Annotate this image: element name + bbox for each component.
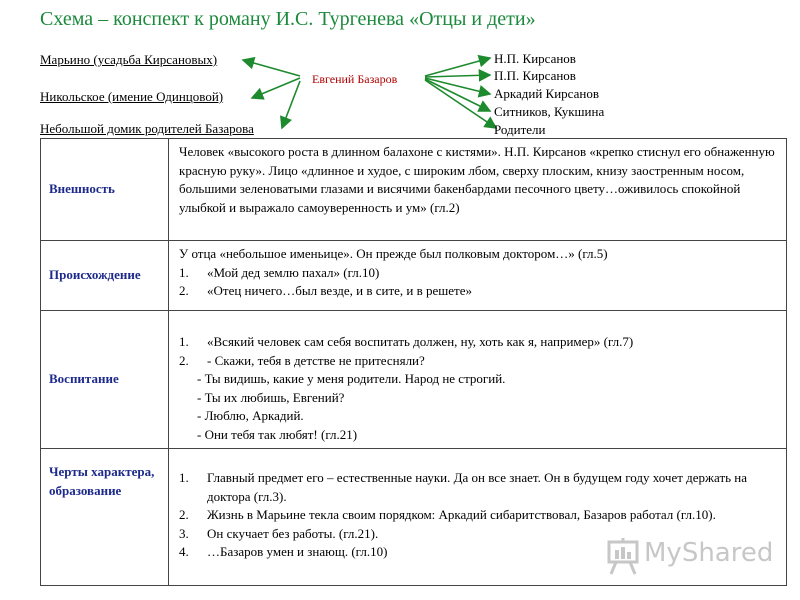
list-text: «Мой дед землю пахал» (гл.10) (207, 264, 380, 280)
person-label-sitnikov-kukshina: Ситников, Кукшина (494, 104, 605, 119)
person-label-np-kirsanov: Н.П. Кирсанов (494, 51, 576, 66)
place-label-parents-house: Небольшой домик родителей Базарова (40, 121, 254, 136)
list-number: 2. (179, 352, 189, 368)
dialog-line: - Они тебя так любят! (гл.21) (197, 426, 358, 442)
list-item (179, 506, 780, 525)
list-number: 3. (179, 525, 189, 541)
list-item (179, 282, 780, 301)
watermark-text: MyShared (644, 538, 774, 568)
list-item (179, 264, 780, 283)
table-row (41, 241, 787, 311)
list-number: 4. (179, 544, 189, 559)
dialog-line: - Люблю, Аркадий. (197, 408, 304, 423)
list-number: 2. (179, 507, 189, 522)
row-header-appearance: Внешность (41, 139, 169, 241)
list-item (179, 469, 780, 506)
list-number: 1. (179, 470, 189, 485)
row-content-appearance: Человек «высокого роста в длинном балахоне с кистями». Н.П. Кирсанов «крепко стиснул его обнаженную красную руку». Лицо «длинное и худое, с широким лбом, сверху плоским, книзу заостренным носом, большими зеленоватыми глазами и висячими бакенбардами песочного цвету…оживилось спокойной улыбкой и выражало самоуверенность и ум» (гл.2) (169, 139, 787, 241)
row-header-origin: Происхождение (41, 241, 169, 311)
list-item (179, 333, 780, 352)
character-diagram (0, 48, 800, 136)
table-row (41, 311, 787, 449)
person-label-arkady: Аркадий Кирсанов (494, 86, 599, 101)
list-text: - Скажи, тебя в детстве не притесняли? (207, 352, 425, 368)
place-label-nikolskoe: Никольское (имение Одинцовой) (40, 89, 224, 104)
list-text: Он скучает без работы. (гл.21). (207, 525, 379, 541)
dialog-line: - Ты видишь, какие у меня родители. Народ не строгий. (197, 371, 506, 386)
list-number: 2. (179, 283, 189, 298)
list-text: …Базаров умен и знающ. (гл.10) (207, 544, 388, 559)
page-title: Схема – конспект к роману И.С. Тургенева «Отцы и дети» (40, 8, 536, 30)
row-content-upbringing (169, 311, 787, 449)
presentation-icon (606, 536, 642, 576)
list-text: Главный предмет его – естественные науки. Да он все знает. Он в будущем году хочет держать на доктора (гл.3). (207, 470, 748, 504)
row-header-upbringing: Воспитание (41, 311, 169, 449)
place-label-maryino: Марьино (усадьба Кирсановых) (40, 52, 218, 67)
person-label-pp-kirsanov: П.П. Кирсанов (494, 68, 576, 83)
list-text: Жизнь в Марьине текла своим порядком: Аркадий сибаритствовал, Базаров работал (гл.10). (207, 507, 716, 522)
list-text: «Всякий человек сам себя воспитать должен, ну, хоть как я, например» (гл.7) (207, 334, 634, 349)
list-number: 1. (179, 264, 189, 280)
row-header-character: Черты характера, образование (41, 449, 169, 586)
dialog-line: - Ты их любишь, Евгений? (197, 389, 345, 405)
list-number: 1. (179, 334, 189, 349)
myshared-watermark (606, 536, 774, 576)
table-row (41, 139, 787, 241)
person-label-parents: Родители (494, 122, 546, 137)
characteristics-table (40, 138, 787, 586)
list-item (179, 352, 780, 371)
list-text: «Отец ничего…был везде, и в сите, и в решете» (207, 283, 473, 298)
row-content-origin (169, 241, 787, 311)
origin-intro: У отца «небольшое именьице». Он прежде был полковым доктором…» (гл.5) (179, 246, 608, 261)
center-character-label: Евгений Базаров (312, 72, 398, 86)
